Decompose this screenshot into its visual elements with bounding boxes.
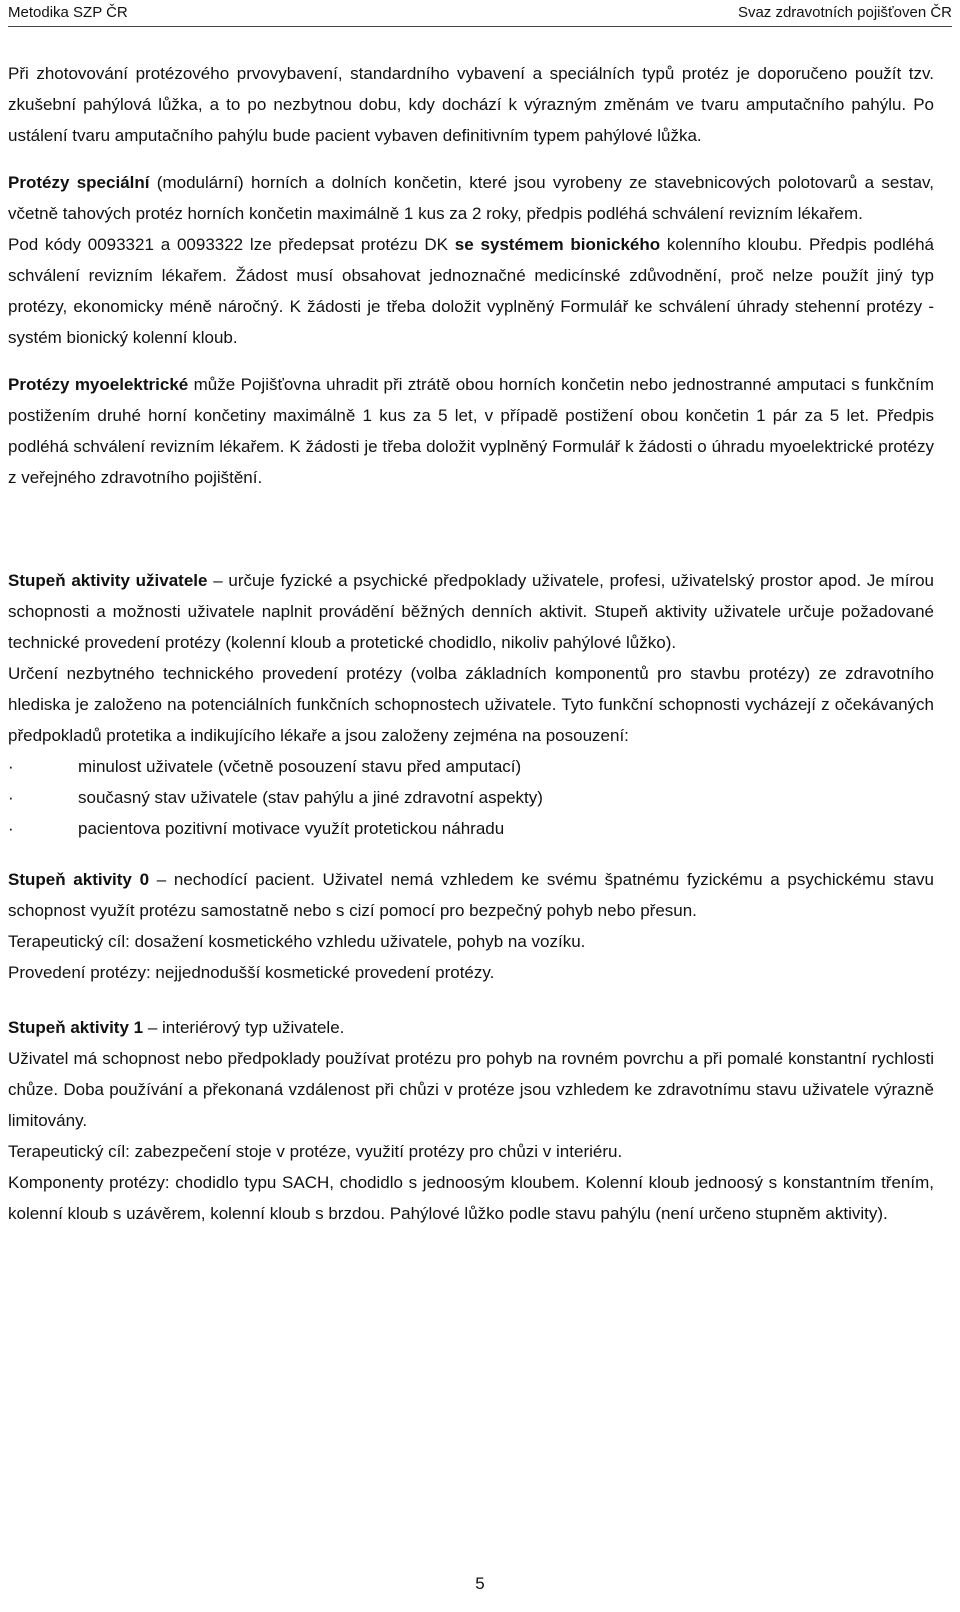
spacer: [8, 988, 934, 1012]
spacer: [8, 529, 934, 565]
paragraph-activity-0: [8, 864, 934, 926]
bullet-dot-icon: ·: [8, 819, 14, 838]
bullet-dot-icon: ·: [8, 788, 14, 807]
paragraph-myoelectric: [8, 369, 934, 493]
paragraph-activity-1-heading: Stupeň aktivity 1: [8, 1018, 144, 1037]
list-item-text: pacientova pozitivní motivace využít protetickou náhradu: [78, 819, 505, 838]
page-number: 5: [475, 1574, 485, 1593]
paragraph-components-1: Komponenty protézy: chodidlo typu SACH, chodidlo s jednoosým kloubem. Kolenní kloub jednoosý s konstantním třením, kolenní kloub s uzávěrem, kolenní kloub s brzdou. Pahýlové lůžko podle stavu pahýlu (není určeno stupněm aktivity).: [8, 1173, 934, 1223]
paragraph-technical-design: Určení nezbytného technického provedení protézy (volba základních komponentů pro stavbu protézy) ze zdravotního hlediska je založeno na potenciálních funkčních schopnostech uživatele. Tyto funkční schopnosti vycházejí z očekávaných předpokladů protetika a indikujícího lékaře a jsou založeny zejména na posouzení:: [8, 664, 934, 745]
spacer: [8, 493, 934, 529]
page-header: [8, 4, 952, 27]
paragraph-special-prostheses-heading: Protézy speciální: [8, 173, 150, 192]
paragraph-activity-1: [8, 1012, 934, 1043]
paragraph-activity-1-text: – interiérový typ uživatele.: [143, 1018, 345, 1037]
paragraph-activity-0-text: – nechodící pacient. Uživatel nemá vzhledem ke svému špatnému fyzickému a psychickému stavu schopnost využít protézu samostatně nebo s cizí pomocí pro bezpečný pohyb nebo přesun.: [8, 870, 934, 920]
spacer: [8, 151, 934, 167]
list-item: [8, 751, 934, 782]
paragraph-special-prostheses-text: (modulární) horních a dolních končetin, které jsou vyrobeny ze stavebnicových polotovarů a sestav, včetně tahových protéz horních končetin maximálně 1 kus za 2 roky, předpis podléhá schválení revizním lékařem.: [8, 173, 935, 223]
list-item: [8, 813, 934, 844]
paragraph-bionic-knee-highlight: se systémem bionického: [454, 235, 661, 254]
paragraph-activity-level-text: – určuje fyzické a psychické předpoklady uživatele, profesi, uživatelský prostor apod. Je mírou schopnosti a možnosti uživatele naplnit provádění běžných denních aktivit. Stupeň aktivity uživatele určuje požadované technické provedení protézy (kolenní kloub a protetické chodidlo, nikoliv pahýlové lůžko).: [8, 571, 935, 652]
paragraph-activity-level-heading: Stupeň aktivity uživatele: [8, 571, 208, 590]
list-item-text: minulost uživatele (včetně posouzení stavu před amputací): [78, 757, 522, 776]
paragraph-special-prostheses: [8, 167, 934, 229]
paragraph-bionic-knee: [8, 229, 934, 353]
paragraph-bionic-knee-text: kolenního kloubu. Předpis podléhá schválení revizním lékařem. Žádost musí obsahovat jednoznačné medicínské zdůvodnění, proč nelze použít jiný typ protézy, ekonomicky méně náročný. K žádosti je třeba doložit vyplněný Formulář ke schválení úhrady stehenní protézy - systém bionický kolenní kloub.: [8, 235, 934, 347]
paragraph-myoelectric-text: může Pojišťovna uhradit při ztrátě obou horních končetin nebo jednostranné amputaci s funkčním postižením druhé horní končetiny maximálně 1 kus za 5 let, v případě postižení obou končetin 1 pár za 5 let. Předpis podléhá schválení revizním lékařem. K žádosti je třeba doložit vyplněný Formulář k žádosti o úhradu myoelektrické protézy z veřejného zdravotního pojištění.: [8, 375, 934, 487]
assessment-list: [8, 751, 934, 844]
paragraph-user-ability-1: Uživatel má schopnost nebo předpoklady používat protézu pro pohyb na rovném povrchu a při pomalé konstantní rychlosti chůze. Doba používání a překonaná vzdálenost při chůzi v protéze jsou vzhledem ke zdravotnímu stavu uživatele výrazně limitovány.: [8, 1049, 934, 1130]
paragraph-therapy-goal-0: Terapeutický cíl: dosažení kosmetického vzhledu uživatele, pohyb na vozíku.: [8, 932, 586, 951]
paragraph-bionic-knee-start: Pod kódy 0093321 a 0093322 lze předepsat protézu DK: [8, 235, 455, 254]
spacer: [8, 844, 934, 864]
paragraph-design-0: Provedení protézy: nejjednodušší kosmetické provedení protézy.: [8, 963, 495, 982]
paragraph-therapy-goal-1: Terapeutický cíl: zabezpečení stoje v protéze, využití protézy pro chůzi v interiéru.: [8, 1142, 623, 1161]
paragraph-trial-socket: Při zhotovování protézového prvovybavení, standardního vybavení a speciálních typů protéz je doporučeno použít tzv. zkušební pahýlová lůžka, a to po nezbytnou dobu, kdy dochází k výrazným změnám ve tvaru amputačního pahýlu. Po ustálení tvaru amputačního pahýlu bude pacient vybaven definitivním typem pahýlové lůžka.: [8, 64, 934, 145]
list-item-text: současný stav uživatele (stav pahýlu a jiné zdravotní aspekty): [78, 788, 543, 807]
paragraph-activity-0-heading: Stupeň aktivity 0: [8, 870, 150, 889]
header-right-text: Svaz zdravotních pojišťoven ČR: [737, 4, 952, 21]
paragraph-activity-level: [8, 565, 934, 658]
document-body: [8, 58, 934, 1229]
list-item: [8, 782, 934, 813]
paragraph-myoelectric-heading: Protézy myoelektrické: [8, 375, 189, 394]
header-left-text: Metodika SZP ČR: [8, 4, 128, 21]
bullet-dot-icon: ·: [8, 757, 14, 776]
spacer: [8, 353, 934, 369]
